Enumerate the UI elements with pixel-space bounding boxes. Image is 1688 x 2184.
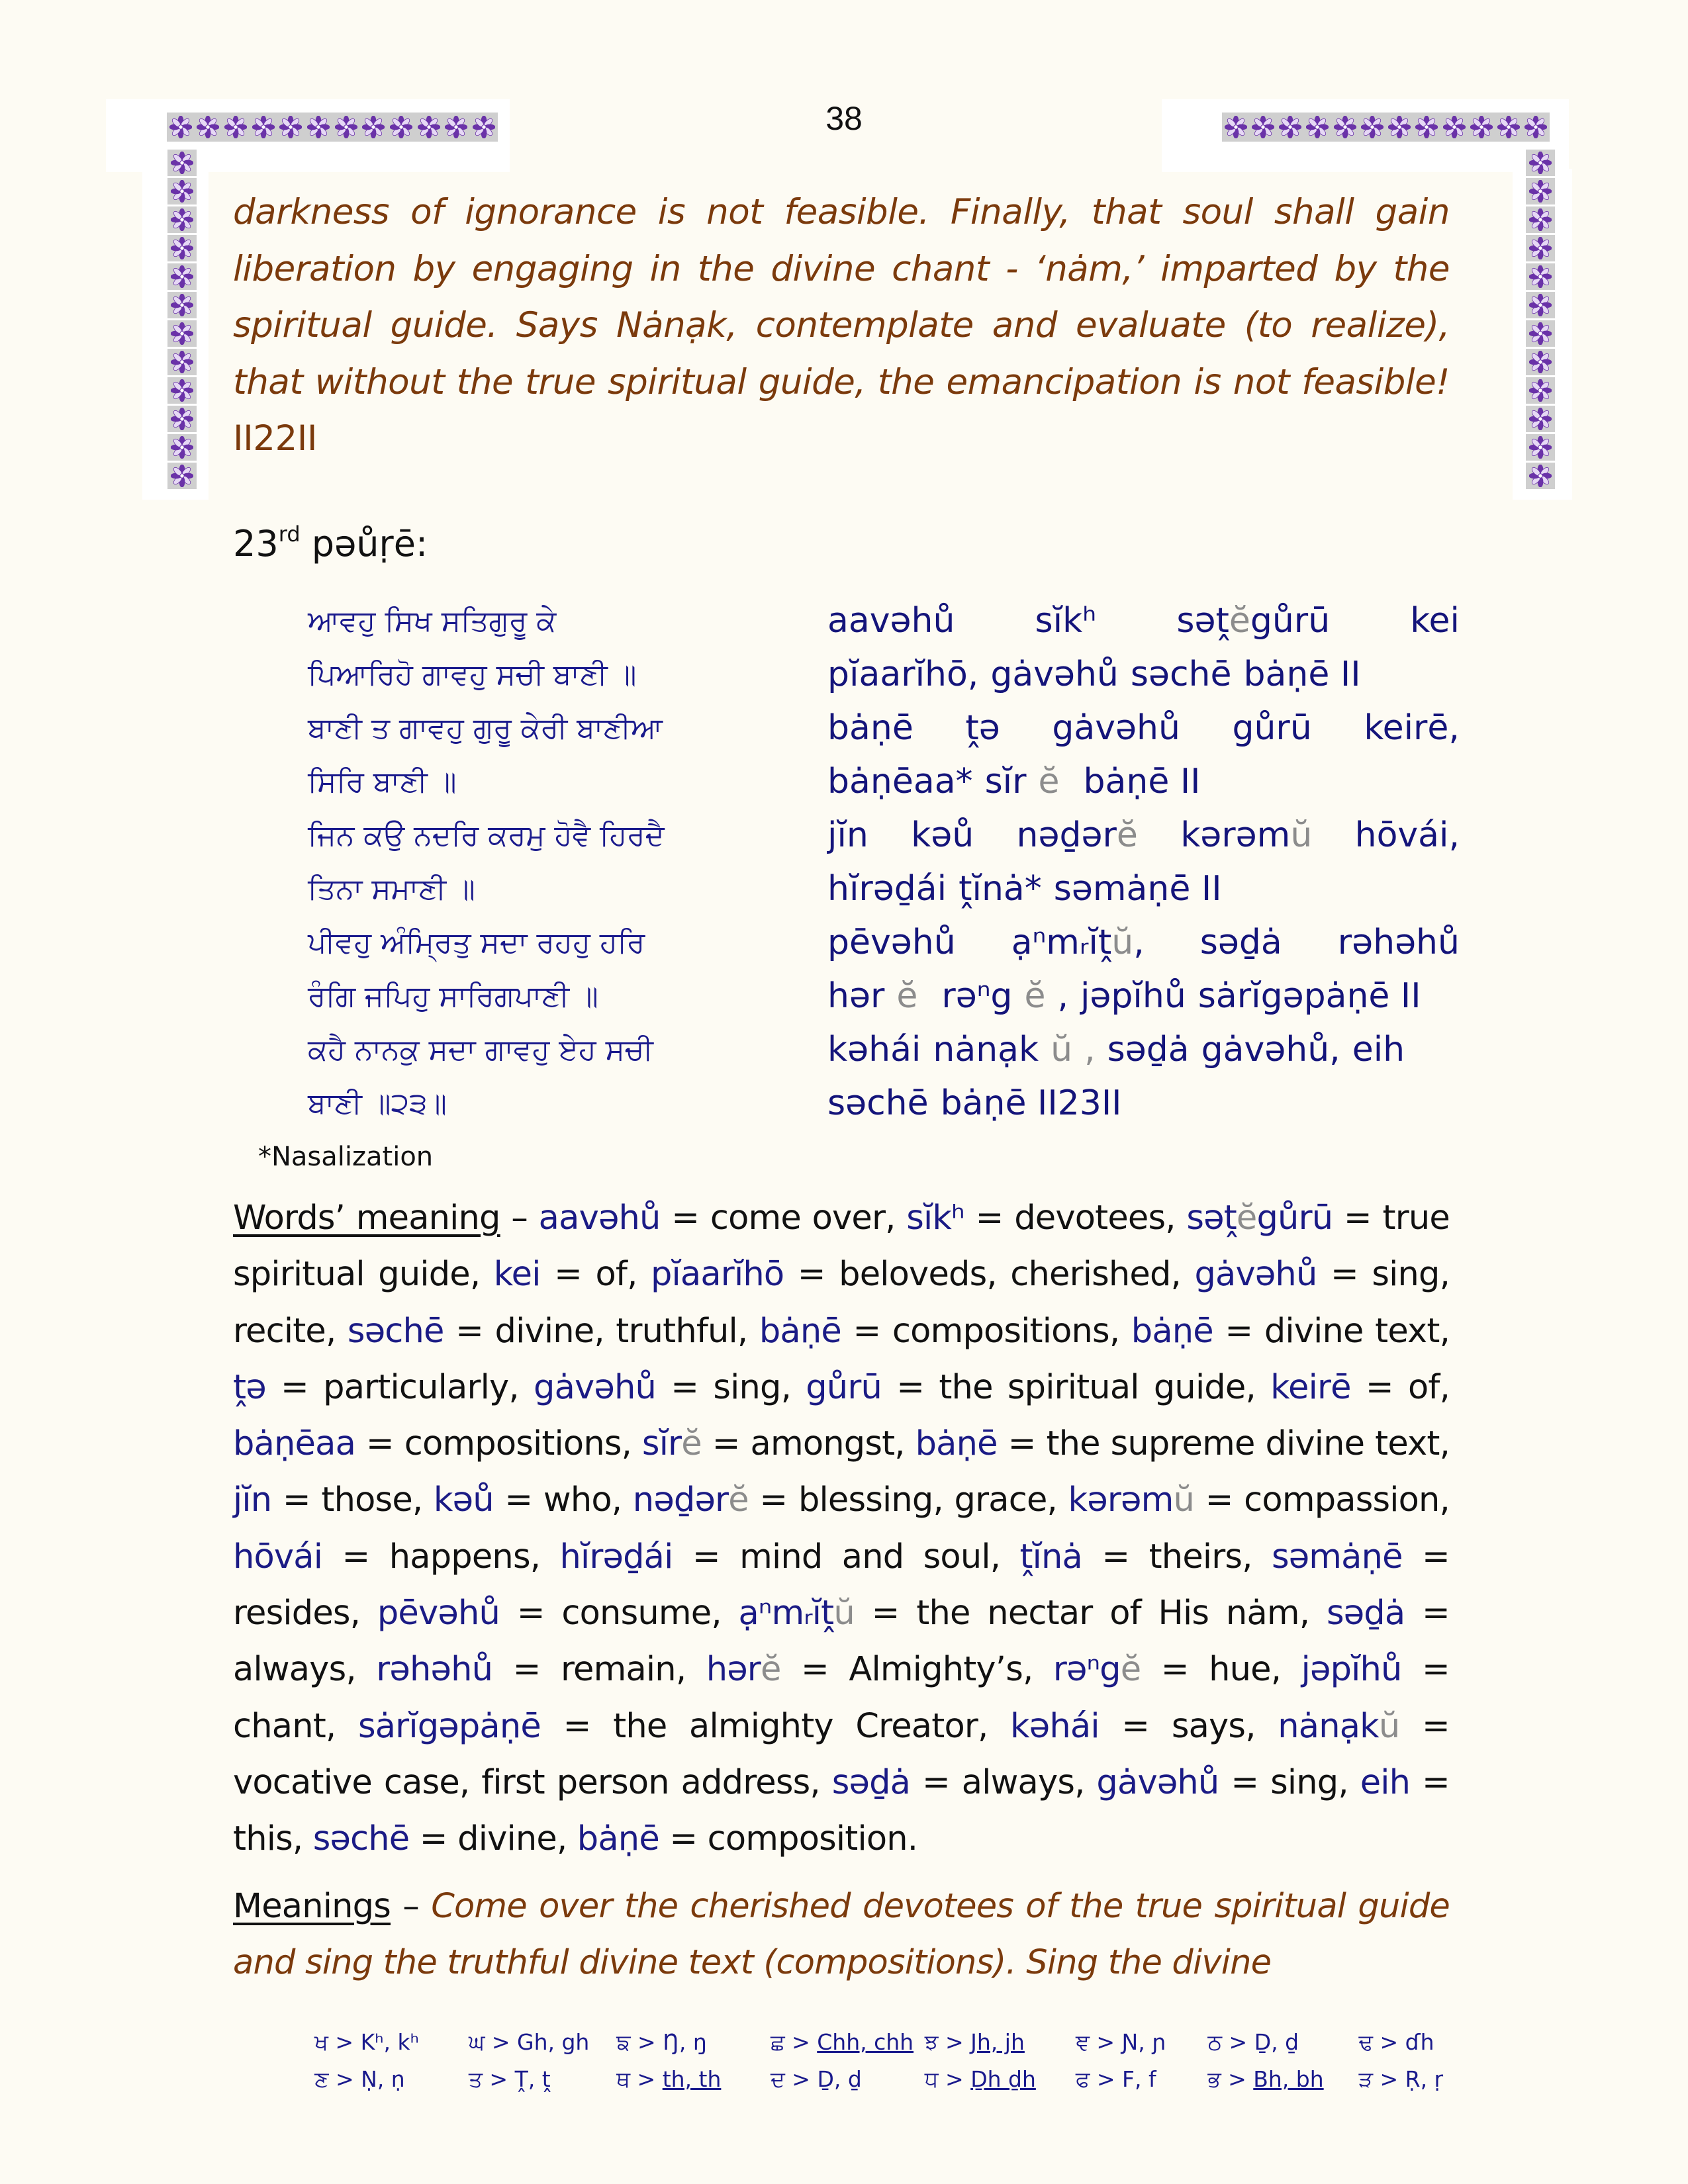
glossary-meaning: = sing, [1219,1762,1360,1802]
legend-roman: Jh, jh [970,2029,1025,2055]
border-tile [167,150,197,176]
glossary-term: kərəmŭ [1068,1480,1195,1520]
transliteration-word: bȧṇē II [1083,762,1201,801]
legend-roman: F, f [1122,2066,1156,2092]
muted-vowel: ĕ [896,976,918,1016]
muted-vowel: ĕ [681,1424,702,1464]
transliteration-word: səchē [1130,655,1232,694]
legend-gurmukhi: ਤ [468,2066,483,2092]
lotus-flower-icon [307,116,330,138]
glossary-term: hĭrəḏái [559,1537,673,1576]
transliteration-word: kəů [911,815,974,855]
transliteration-word: bȧṇē II [1243,655,1361,694]
section-number: 23 [233,523,279,565]
gurmukhi-line: ਬਾਣੀ ॥੨੩॥ [308,1087,447,1120]
legend-gurmukhi: ਖ [314,2029,328,2055]
transliteration-line [827,970,1460,1023]
legend-row [314,2024,1453,2061]
legend-roman: ɗh [1405,2029,1434,2055]
boxed-passage [233,184,1450,467]
glossary-meaning: = those, [271,1480,434,1520]
muted-vowel: ĕ [1236,1199,1257,1238]
glossary-term: gůrū [806,1367,882,1407]
glossary-meaning: = the spiritual guide, [882,1367,1271,1407]
muted-vowel: ĕ [1038,762,1060,801]
transliteration-word: gůrū [1232,708,1312,748]
transliteration-word: rəⁿg ĕ , [941,976,1068,1016]
transliteration-word: eih [1352,1030,1405,1069]
page-number: 38 [825,100,863,137]
lotus-flower-icon [1529,436,1552,459]
glossary-meaning: = divine text, [1213,1311,1450,1351]
muted-vowel: ĕ [1116,815,1138,855]
lotus-flower-icon [1334,116,1356,138]
glossary-term: bȧṇēaa [233,1424,356,1464]
legend-gurmukhi: ਝ [924,2029,939,2055]
lotus-flower-icon [1524,116,1547,138]
legend-item: ਙ > Ŋ, ŋ [616,2029,707,2055]
transliteration-word: jəpĭhů [1080,976,1186,1016]
gurmukhi-line: ਪੀਵਹੁ ਅੰਮ੍ਰਿਤੁ ਸਦਾ ਰਹਹੁ ਹਰਿ [308,926,645,960]
lotus-flower-icon [362,116,385,138]
legend-roman: th, th [662,2066,722,2092]
muted-vowel: ŭ [1111,923,1134,962]
meanings-dash: – [391,1887,432,1926]
lotus-flower-icon [1470,116,1493,138]
lotus-flower-icon [169,116,192,138]
section-title: pəůṛē: [300,523,428,565]
glossary-meaning: = true spiritual guide, [233,1199,1450,1295]
glossary-meaning: = of, [540,1255,651,1295]
border-tile [167,235,197,261]
transliteration-word: jĭn [827,815,868,855]
section-heading [233,522,428,565]
glossary-term: nȧnạkŭ [1278,1706,1400,1746]
legend-item: ਤ > Ṱ, ṱ [468,2066,551,2092]
transliteration-line [827,862,1460,916]
lotus-flower-icon [1252,116,1274,138]
glossary-term: sĭkʰ [906,1199,964,1238]
glossary-term: gȧvəhů [1096,1762,1219,1802]
gurmukhi-line: ਪਿਆਰਿਹੋ ਗਾਵਹੁ ਸਚੀ ਬਾਣੀ ॥ [308,658,637,692]
glossary-meaning: = the nectar of His nȧm, [854,1594,1327,1633]
glossary-term: gȧvəhů [534,1367,657,1407]
transliteration-word: nȧnạk ŭ , [933,1030,1096,1069]
lotus-flower-icon [1529,465,1552,487]
transliteration-word: pēvəhů [827,923,956,962]
legend-roman: Bh, bh [1253,2066,1324,2092]
lotus-flower-icon [171,237,193,259]
gurmukhi-column [308,594,824,1130]
glossary-meaning: = come over, [660,1199,907,1238]
glossary-term: ạⁿmᵣĭṱŭ [738,1594,855,1633]
glossary-term: jĭn [233,1480,272,1520]
glossary-meaning: = devotees, [964,1199,1187,1238]
glossary-term: kəhái [1010,1706,1100,1746]
legend-gurmukhi: ਛ [770,2029,785,2055]
transliteration-line [827,594,1460,648]
border-left [167,150,197,491]
transliteration-word: səḏȧ [1107,1030,1190,1069]
border-tile [1526,235,1555,261]
glossary-term: sȧrĭgəpȧṇē [357,1706,541,1746]
legend-row [314,2061,1453,2098]
muted-vowel: ĕ [1229,601,1250,641]
lotus-flower-icon [1306,116,1329,138]
words-meaning-label: Words’ meaning [233,1199,500,1238]
lotus-flower-icon [1529,180,1552,203]
glossary-meaning: = compositions, [841,1311,1131,1351]
legend-item: ਞ > Ɲ, ɲ [1075,2029,1166,2055]
transliteration-line [827,648,1460,702]
legend-item: ਫ > F, f [1075,2066,1156,2092]
muted-vowel: ĕ [728,1480,749,1520]
legend-gurmukhi: ਧ [924,2066,939,2092]
border-tile [167,377,197,404]
border-tile [167,320,197,347]
border-tile [1526,349,1555,375]
legend-roman: Ḏ, ḏ [817,2066,862,2092]
lotus-flower-icon [1529,265,1552,288]
transliteration-word: səṱĕgůrū [1176,601,1331,641]
transliteration-word: səmȧṇē II [1053,869,1222,909]
legend-gurmukhi: ਣ [314,2066,329,2092]
transliteration-word: ṱə [965,708,1000,748]
border-tile [167,406,197,432]
border-tile [1526,434,1555,461]
transliteration-word: kei [1410,601,1460,641]
transliteration-column [827,594,1460,1130]
glossary-term: aavəhů [538,1199,661,1238]
lotus-flower-icon [418,116,440,138]
lotus-flower-icon [171,351,193,373]
glossary-meaning: = always, [233,1594,1450,1690]
muted-vowel: ŭ [1290,815,1313,855]
glossary-meaning: = this, [233,1762,1450,1859]
legend-item: ਖ > Kʰ, kʰ [314,2029,419,2055]
glossary-meaning: = beloveds, cherished, [784,1255,1195,1295]
muted-vowel: ŭ [833,1594,855,1633]
lotus-flower-icon [1529,152,1552,174]
border-tile [1526,263,1555,290]
lotus-flower-icon [197,116,219,138]
verse-end-mark: II22II [233,418,317,459]
lotus-flower-icon [1225,116,1247,138]
legend-roman: Ḏh ḏh [970,2066,1036,2092]
glossary-meaning: = of, [1350,1367,1450,1407]
glossary-meaning: = chant, [233,1650,1450,1746]
legend-gurmukhi: ਫ [1075,2066,1090,2092]
glossary-term: bȧṇē [1131,1311,1213,1351]
legend-gurmukhi: ਙ [616,2029,631,2055]
muted-vowel: ĕ [1024,976,1046,1016]
border-tile [1526,150,1555,176]
glossary-meaning: = amongst, [701,1424,915,1464]
glossary-meaning: = always, [910,1762,1097,1802]
legend-gurmukhi: ਭ [1207,2066,1221,2092]
border-tile [1526,178,1555,205]
glossary-meaning: = the supreme divine text, [997,1424,1450,1464]
gurmukhi-line: ਰੰਗਿ ਜਪਿਹੁ ਸਾਰਿਗਪਾਣੀ ॥ [308,979,598,1013]
border-tile [167,292,197,318]
lotus-flower-icon [390,116,412,138]
muted-vowel: ŭ [1051,1030,1073,1069]
lotus-flower-icon [171,436,193,459]
lotus-flower-icon [1529,379,1552,402]
legend-gurmukhi: ਥ [616,2066,631,2092]
lotus-flower-icon [1443,116,1466,138]
legend-item: ਢ > ɗh [1358,2029,1434,2055]
lotus-flower-icon [1529,208,1552,231]
glossary-meaning: = resides, [233,1537,1450,1633]
transliteration-word: nəḏərĕ [1016,815,1138,855]
legend-gurmukhi: ਢ [1358,2029,1373,2055]
glossary-meaning: = divine, truthful, [444,1311,759,1351]
meanings-text: Come over the cherished devotees of the true spiritual guide and sing the truthful divine text (compositions). Sing the divine [233,1887,1450,1982]
ordinal-suffix: rd [278,522,301,547]
glossary-term: kei [493,1255,541,1295]
border-tile [167,178,197,205]
legend-roman: Gh, gh [517,2029,590,2055]
border-tile [1526,377,1555,404]
transliteration-word: kərəmŭ [1180,815,1313,855]
border-tile [1526,406,1555,432]
legend-roman: Kʰ, kʰ [360,2029,419,2055]
transliteration-word: hōvái, [1354,815,1460,855]
glossary-term: rəⁿgĕ [1053,1650,1141,1690]
transliteration-line [827,755,1460,809]
lotus-flower-icon [1497,116,1520,138]
glossary-term: rəhəhů [376,1650,493,1690]
glossary-meaning: = Almighty’s, [780,1650,1053,1690]
lotus-flower-icon [279,116,302,138]
legend-roman: Ŋ, ŋ [663,2029,707,2055]
lotus-flower-icon [1529,237,1552,259]
glossary-meaning: = the almighty Creator, [541,1706,1011,1746]
transliteration-word: bȧṇēaa* [827,762,973,801]
legend-roman: Chh, chh [817,2029,914,2055]
glossary-term: səḏȧ [1326,1594,1405,1633]
glossary-meaning: = particularly, [265,1367,534,1407]
legend-item: ਭ > Bh, bh [1207,2066,1324,2092]
glossary-meaning: = hue, [1141,1650,1301,1690]
glossary-term: pēvəhů [377,1594,500,1633]
transliteration-word: pĭaarĭhō, [827,655,979,694]
words-meaning-dash: – [500,1199,539,1238]
lotus-flower-icon [1529,294,1552,316]
glossary-meaning: = theirs, [1082,1537,1272,1576]
gurmukhi-line: ਸਿਰਿ ਬਾਣੀ ॥ [308,765,457,799]
glossary-meaning: = mind and soul, [673,1537,1020,1576]
lotus-flower-icon [224,116,247,138]
glossary-term: kəů [433,1480,494,1520]
glossary-term: hōvái [233,1537,323,1576]
legend-gurmukhi: ੜ [1358,2066,1373,2092]
border-tile [167,463,197,489]
transliteration-word: bȧṇē [827,708,914,748]
glossary-term: jəpĭhů [1301,1650,1402,1690]
glossary-meaning: = divine, [409,1819,577,1859]
glossary-meaning: = sing, recite, [233,1255,1450,1351]
legend-roman: Ṱ, ṱ [514,2066,551,2092]
glossary-term: səchē [312,1819,410,1859]
glossary-term: bȧṇē [915,1424,998,1464]
glossary-term: bȧṇē [759,1311,841,1351]
boxed-passage-text: darkness of ignorance is not feasible. Finally, that soul shall gain liberation by engaging in the divine chant - ‘nȧm,’ imparted by the spiritual guide. Says Nȧnạk, contemplate and evaluate (to realize), that without the true spiritual guide, the emancipation is not feasible! [233,192,1450,402]
lotus-flower-icon [171,208,193,231]
legend-roman: Ḏ, ḏ [1254,2029,1299,2055]
transliteration-word: ạⁿmᵣĭṱŭ, [1011,923,1145,962]
glossary-meaning: = who, [493,1480,633,1520]
meanings-label: Meanings [233,1887,391,1926]
glossary-term: ṱĭnȧ [1019,1537,1083,1576]
lotus-flower-icon [171,265,193,288]
lotus-flower-icon [1415,116,1438,138]
gurmukhi-line: ਬਾਣੀ ਤ ਗਾਵਹੁ ਗੁਰੂ ਕੇਰੀ ਬਾਣੀਆ [308,711,663,745]
lotus-flower-icon [1361,116,1383,138]
lotus-flower-icon [335,116,357,138]
lotus-flower-icon [1529,322,1552,345]
border-tile [167,349,197,375]
border-tile [167,206,197,233]
lotus-flower-icon [1529,351,1552,373]
lotus-flower-icon [1529,408,1552,430]
transliteration-word: hər ĕ [827,976,918,1016]
border-tile [1526,206,1555,233]
lotus-flower-icon [252,116,275,138]
muted-vowel: ĕ [760,1650,781,1690]
legend-item: ੜ > Ṛ, ṛ [1358,2066,1444,2092]
glossary-meaning: = compassion, [1194,1480,1450,1520]
transliteration-word: ṱĭnȧ* [959,869,1042,909]
lotus-flower-icon [171,408,193,430]
lotus-flower-icon [171,465,193,487]
glossary-term: nəḏərĕ [632,1480,749,1520]
lotus-flower-icon [171,294,193,316]
words-meaning-entries [233,1199,1450,1858]
glossary-meaning: = blessing, grace, [748,1480,1068,1520]
legend-gurmukhi: ਠ [1207,2029,1223,2055]
legend-item: ਘ > Gh, gh [468,2029,590,2055]
glossary-term: səchē [347,1311,444,1351]
lotus-flower-icon [171,322,193,345]
meanings-paragraph [233,1878,1450,1991]
transliteration-line [827,916,1460,970]
muted-vowel: ĕ [1120,1650,1141,1690]
transliteration-word: bȧṇē II23II [940,1083,1122,1123]
transliteration-word: hĭrəḏái [827,869,947,909]
border-tile [1526,320,1555,347]
lotus-flower-icon [171,152,193,174]
transliteration-line [827,1023,1460,1077]
transliteration-word: gȧvəhů [1052,708,1180,748]
legend-roman: Ṛ, ṛ [1405,2066,1444,2092]
glossary-term: səmȧṇē [1271,1537,1403,1576]
glossary-term: ṱə [233,1367,266,1407]
legend-gurmukhi: ਞ [1075,2029,1090,2055]
legend-item: ਥ > th, th [616,2066,722,2092]
gurmukhi-line: ਕਹੈ ਨਾਨਕੁ ਸਦਾ ਗਾਵਹੁ ਏਹ ਸਚੀ [308,1033,653,1067]
glossary-meaning: = compositions, [355,1424,642,1464]
border-tile [1526,463,1555,489]
transliteration-word: sĭr ĕ [984,762,1060,801]
transliteration-word: səchē [827,1083,929,1123]
transliteration-line [827,1077,1460,1130]
transliteration-word: rəhəhů [1337,923,1460,962]
transliteration-word: aavəhů [827,601,955,641]
transliteration-word: keirē, [1364,708,1460,748]
border-tile [1526,292,1555,318]
glossary-term: səḏȧ [831,1762,911,1802]
glossary-term: keirē [1270,1367,1351,1407]
transliteration-word: sȧrĭgəpȧṇē II [1197,976,1421,1016]
glossary-term: səṱĕgůrū [1186,1199,1333,1238]
glossary-term: eih [1360,1762,1411,1802]
border-top-left [167,113,498,142]
lotus-flower-icon [171,379,193,402]
footnote: *Nasalization [258,1142,434,1172]
transliteration-line [827,809,1460,862]
glossary-meaning: = consume, [500,1594,739,1633]
lotus-flower-icon [445,116,467,138]
lotus-flower-icon [473,116,495,138]
transliteration-word: kəhái [827,1030,921,1069]
legend-item: ਝ > Jh, jh [924,2029,1025,2055]
glossary-term: gȧvəhů [1194,1255,1317,1295]
lotus-flower-icon [171,180,193,203]
border-right [1526,150,1555,491]
legend-gurmukhi: ਦ [770,2066,785,2092]
glossary-meaning: = composition. [659,1819,918,1859]
glossary-term: hərĕ [706,1650,781,1690]
border-top-right [1222,113,1550,142]
border-tile [167,263,197,290]
transliteration-word: səḏȧ [1199,923,1282,962]
transliteration-word: sĭkʰ [1035,601,1097,641]
muted-vowel: ŭ [1173,1480,1195,1520]
transliteration-word: gȧvəhů [990,655,1119,694]
glossary-term: sĭrĕ [641,1424,702,1464]
glossary-meaning: = remain, [492,1650,706,1690]
glossary-meaning: = vocative case, first person address, [233,1706,1450,1802]
transliteration-word: gȧvəhů, [1201,1030,1340,1069]
glossary-meaning: = sing, [656,1367,806,1407]
words-meaning-paragraph [233,1190,1450,1868]
border-tile [167,434,197,461]
legend-item: ਦ > Ḏ, ḏ [770,2066,862,2092]
lotus-flower-icon [1279,116,1301,138]
lotus-flower-icon [1388,116,1411,138]
glossary-term: bȧṇē [577,1819,659,1859]
gurmukhi-line: ਤਿਨਾ ਸਮਾਣੀ ॥ [308,872,475,906]
muted-vowel: ŭ [1378,1706,1400,1746]
glossary-meaning: = says, [1099,1706,1278,1746]
gurmukhi-line: ਆਵਹੁ ਸਿਖ ਸਤਿਗੁਰੂ ਕੇ [308,604,557,638]
gurmukhi-line: ਜਿਨ ਕਉ ਨਦਰਿ ਕਰਮੁ ਹੋਵੈ ਹਿਰਦੈ [308,819,665,852]
transliteration-legend [314,2024,1453,2098]
legend-item: ਧ > Ḏh ḏh [924,2066,1036,2092]
legend-item: ਠ > Ḏ, ḏ [1207,2029,1299,2055]
legend-roman: Ɲ, ɲ [1121,2029,1166,2055]
glossary-term: pĭaarĭhō [650,1255,784,1295]
glossary-meaning: = happens, [322,1537,560,1576]
transliteration-line [827,702,1460,755]
legend-gurmukhi: ਘ [468,2029,485,2055]
legend-roman: Ṇ, ṇ [361,2066,405,2092]
legend-item: ਛ > Chh, chh [770,2029,914,2055]
legend-item: ਣ > Ṇ, ṇ [314,2066,405,2092]
